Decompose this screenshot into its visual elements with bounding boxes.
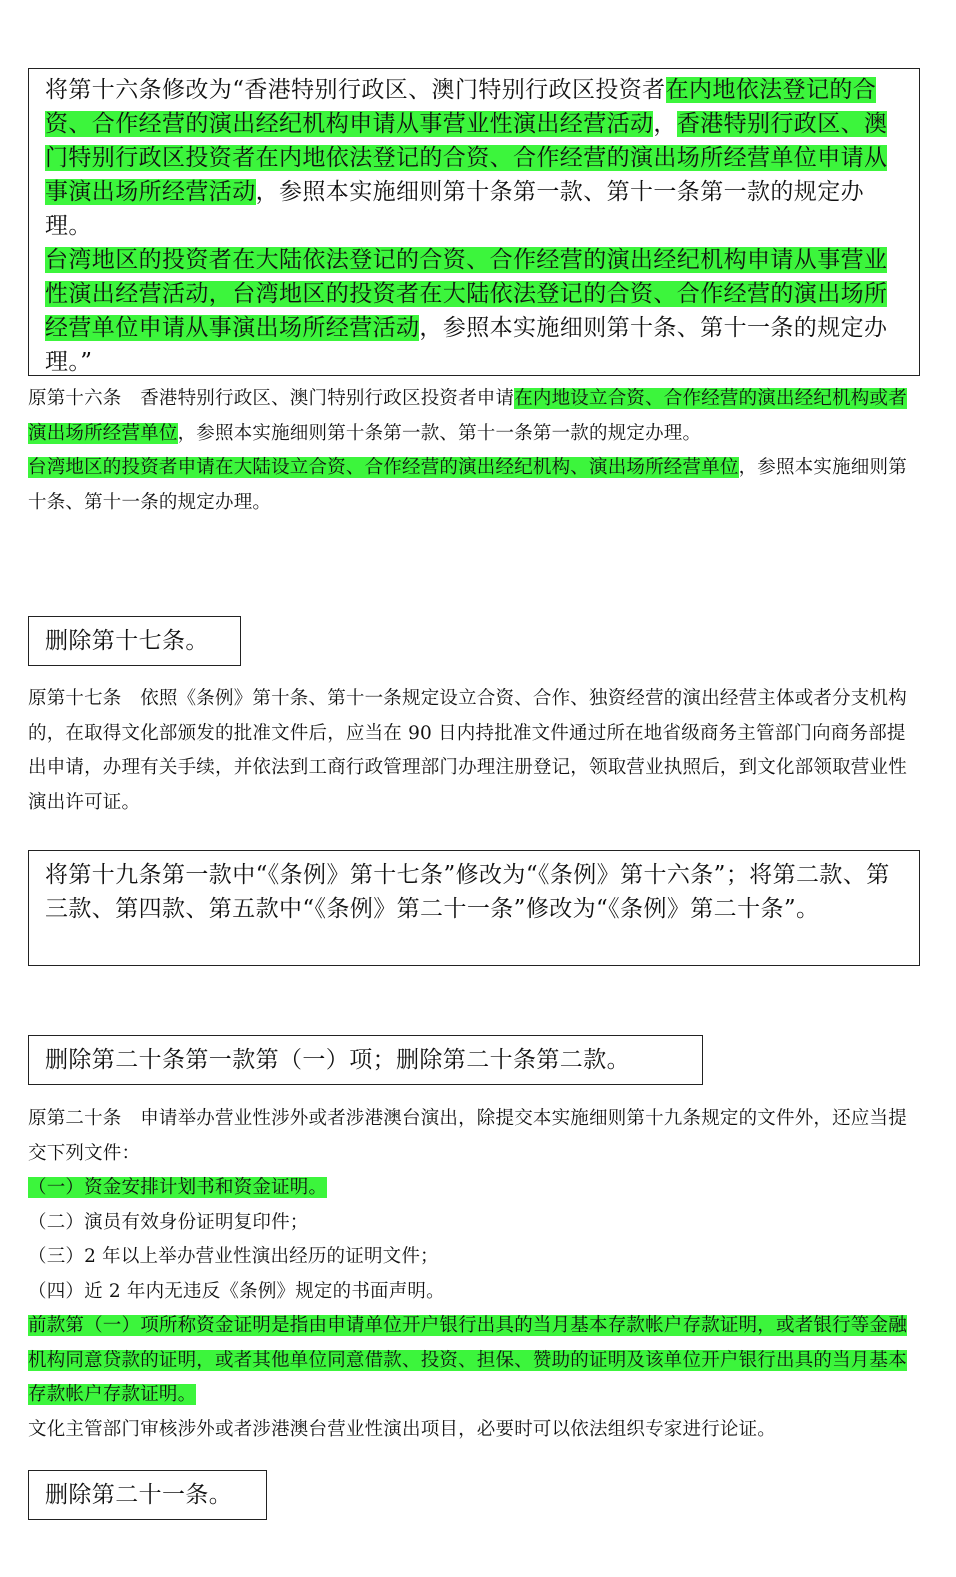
original-article-17 — [28, 682, 920, 820]
highlighted-text: 台湾地区的投资者在大陆依法登记的合资、合作经营的演出经纪机构申请从事营业性演出经营活动，台湾地区的投资者在大陆依法登记的合资、合作经营的演出场所经营单位申请从事演出场所经营活动 — [45, 247, 888, 341]
original-article-20-intro: 原第二十条 申请举办营业性涉外或者涉港澳台演出，除提交本实施细则第十九条规定的文件外，还应当提交下列文件： — [28, 1108, 907, 1164]
amendment-box-article-19 — [28, 850, 920, 966]
original-article-16 — [28, 382, 920, 520]
amendment-text-article-16 — [45, 73, 905, 379]
text-segment: ， — [653, 111, 677, 137]
original-article-20-review: 文化主管部门审核涉外或者涉港澳台营业性演出项目，必要时可以依法组织专家进行论证。 — [28, 1418, 777, 1440]
text-segment: 将第十六条修改为“香港特别行政区、澳门特别行政区投资者 — [45, 77, 666, 103]
highlighted-text: 在内地设立合资、合作经营的演出经纪机构或者演出场所经营单位 — [28, 388, 907, 444]
list-item: （四）近 2 年内无违反《条例》规定的书面声明。 — [28, 1280, 445, 1302]
text-segment: 原第十六条 香港特别行政区、澳门特别行政区投资者申请 — [28, 388, 515, 409]
amendment-box-article-21 — [28, 1470, 267, 1520]
original-article-20 — [28, 1102, 920, 1447]
list-item: （三）2 年以上举办营业性演出经历的证明文件； — [28, 1246, 439, 1267]
highlighted-text: 在内地依法登记的合资、合作经营的演出经纪机构申请从事营业性演出经营活动 — [45, 77, 877, 137]
amendment-text-article-17: 删除第十七条。 — [45, 628, 209, 654]
highlighted-text: （一）资金安排计划书和资金证明。 — [28, 1177, 328, 1198]
amendment-box-article-16 — [28, 68, 920, 376]
amendment-text-article-21: 删除第二十一条。 — [45, 1482, 233, 1508]
amendment-box-article-17 — [28, 616, 241, 666]
text-segment: ，参照本实施细则第十条第一款、第十一条第一款的规定办理。 — [177, 422, 702, 444]
original-article-17-text: 原第十七条 依照《条例》第十条、第十一条规定设立合资、合作、独资经营的演出经营主体或者分支机构的，在取得文化部颁发的批准文件后，应当在 90 日内持批准文件通过所在地省级商务主管部门向商务部提出申请，办理有关手续，并依法到工商行政管理部门办理注册登记，领取营业执照后，到文化部领取营业性演出许可证。 — [28, 688, 907, 813]
highlighted-text: 香港特别行政区、澳门特别行政区投资者在内地依法登记的合资、合作经营的演出场所经营单位申请从事演出场所经营活动 — [45, 111, 888, 205]
text-segment: ，参照本实施细则第十条第一款、第十一条第一款的规定办理。 — [45, 179, 865, 239]
list-item: （二）演员有效身份证明复印件； — [28, 1211, 309, 1233]
amendment-text-article-19: 将第十九条第一款中“《条例》第十七条”修改为“《条例》第十六条”；将第二款、第三款、第四款、第五款中“《条例》第二十一条”修改为“《条例》第二十条”。 — [45, 862, 890, 922]
amendment-box-article-20 — [28, 1035, 703, 1085]
amendment-text-article-20: 删除第二十条第一款第（一）项；删除第二十条第二款。 — [45, 1047, 630, 1073]
highlighted-text: 台湾地区的投资者申请在大陆设立合资、合作经营的演出经纪机构、演出场所经营单位 — [28, 457, 739, 478]
text-segment: ，参照本实施细则第十条、第十一条的规定办理。 — [28, 457, 907, 513]
highlighted-text: 前款第（一）项所称资金证明是指由申请单位开户银行出具的当月基本存款帐户存款证明，或者银行等金融机构同意贷款的证明，或者其他单位同意借款、投资、担保、赞助的证明及该单位开户银行出具的当月基本存款帐户存款证明。 — [28, 1315, 907, 1405]
text-segment: ，参照本实施细则第十条、第十一条的规定办理。” — [45, 315, 888, 375]
